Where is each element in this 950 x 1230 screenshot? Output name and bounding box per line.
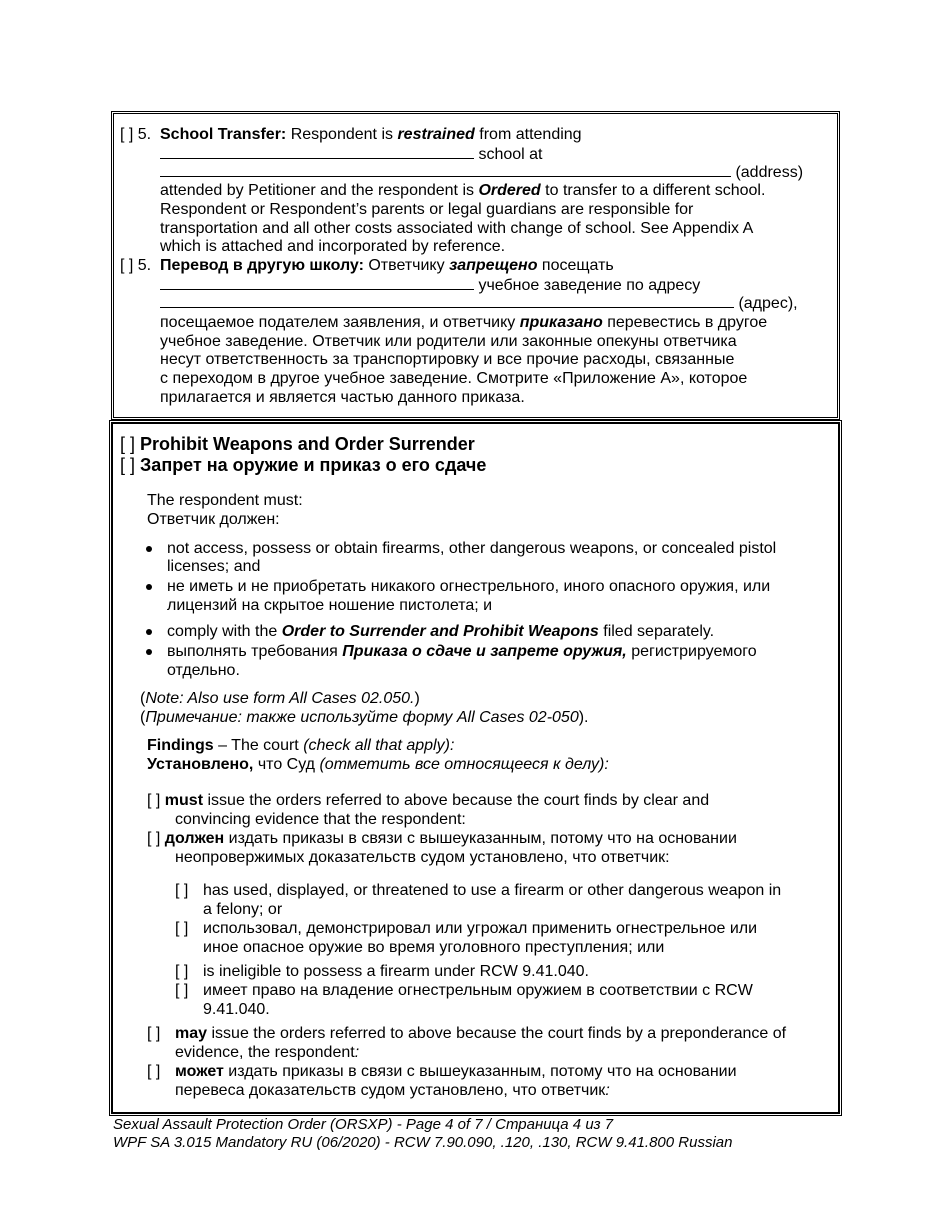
bullet2-en: comply with the Order to Surrender and Prohibit Weapons filed separately. bbox=[167, 623, 715, 640]
school-transfer-en-line7: which is attached and incorporated by reference. bbox=[160, 238, 506, 255]
may-option-ru-line2: перевеса доказательств судом установлено, что ответчик: bbox=[175, 1082, 610, 1099]
weapons-checkbox-ru[interactable]: [ ] bbox=[120, 455, 136, 475]
school-transfer-ru-checkbox[interactable]: [ ] 5. bbox=[120, 257, 152, 274]
bullet1-en-line2: licenses; and bbox=[167, 558, 261, 575]
bullet2-ru-line2: отдельно. bbox=[167, 662, 240, 679]
address-field-ru[interactable] bbox=[160, 293, 734, 308]
may-option-en-line1: may issue the orders referred to above because the court finds by a preponderance of bbox=[175, 1025, 787, 1042]
may-option-en-line2: evidence, the respondent: bbox=[175, 1044, 360, 1061]
school-transfer-ru-line7: с переходом в другое учебное заведение. Смотрите «Приложение А», которое bbox=[160, 370, 748, 387]
school-transfer-ru-line5: учебное заведение. Ответчик или родители или законные опекуны ответчика bbox=[160, 333, 737, 350]
address-line: (address) bbox=[160, 162, 803, 182]
weapons-checkbox[interactable]: [ ] bbox=[120, 434, 136, 454]
sub1-ru-checkbox[interactable]: [ ] bbox=[175, 920, 189, 937]
weapons-title-en: [ ] Prohibit Weapons and Order Surrender bbox=[120, 434, 475, 454]
bullet1-ru-line2: лицензий на скрытое ношение пистолета; и bbox=[167, 597, 493, 614]
sub2-ru-checkbox[interactable]: [ ] bbox=[175, 982, 189, 999]
bullet-icon bbox=[146, 649, 152, 655]
school-transfer-ru-line4: посещаемое подателем заявления, и ответчику приказано перевестись в другое bbox=[160, 314, 768, 331]
school-transfer-ru-line6: несут ответственность за транспортировку и все прочие расходы, связанные bbox=[160, 351, 735, 368]
sub2-ru-line2: 9.41.040. bbox=[203, 1001, 270, 1018]
must-option-ru-line2: неопровержимых доказательств судом установлено, что ответчик: bbox=[175, 849, 670, 866]
school-transfer-en-line6: transportation and all other costs associated with change of school. See Appendix A bbox=[160, 220, 754, 237]
may-checkbox[interactable]: [ ] bbox=[147, 1025, 161, 1042]
may-checkbox-ru[interactable]: [ ] bbox=[147, 1063, 161, 1080]
school-transfer-title: School Transfer: bbox=[160, 126, 287, 143]
bullet-icon bbox=[146, 546, 152, 552]
note-ru: (Примечание: также используйте форму All Cases 02-050). bbox=[140, 709, 589, 726]
sub1-ru-line2: иное опасное оружие во время уголовного преступления; или bbox=[203, 939, 665, 956]
bullet1-en-line1: not access, possess or obtain firearms, other dangerous weapons, or concealed pistol bbox=[167, 540, 777, 557]
may-option-ru-line1: может издать приказы в связи с вышеуказанным, потому что на основании bbox=[175, 1063, 737, 1080]
footer-line2: WPF SA 3.015 Mandatory RU (06/2020) - RCW 7.90.090, .120, .130, RCW 9.41.800 Russian bbox=[113, 1134, 733, 1151]
must-checkbox[interactable]: [ ] bbox=[147, 792, 161, 809]
school-name-line-ru: учебное заведение по адресу bbox=[160, 275, 700, 295]
sub2-checkbox[interactable]: [ ] bbox=[175, 963, 189, 980]
findings-ru: Установлено, что Суд (отметить все относящееся к делу): bbox=[147, 756, 609, 773]
sub2-en: is ineligible to possess a firearm under RCW 9.41.040. bbox=[203, 963, 589, 980]
school-name-field-ru[interactable] bbox=[160, 275, 474, 290]
school-name-line: school at bbox=[160, 144, 543, 164]
note-en: (Note: Also use form All Cases 02.050.) bbox=[140, 690, 420, 707]
must-option-en-line1: [ ] must issue the orders referred to above because the court finds by clear and bbox=[147, 792, 710, 809]
school-transfer-ru-line1: Перевод в другую школу: Ответчику запрещено посещать bbox=[160, 257, 614, 274]
school-transfer-en-line4: attended by Petitioner and the respondent is Ordered to transfer to a different school. bbox=[160, 182, 766, 199]
footer-line1: Sexual Assault Protection Order (ORSXP) - Page 4 of 7 / Страница 4 из 7 bbox=[113, 1116, 614, 1133]
school-transfer-checkbox[interactable]: [ ] 5. bbox=[120, 126, 152, 143]
address-field[interactable] bbox=[160, 162, 731, 177]
address-line-ru: (адрес), bbox=[160, 293, 798, 313]
must-checkbox-ru[interactable]: [ ] bbox=[147, 830, 161, 847]
sub2-ru-line1: имеет право на владение огнестрельным оружием в соответствии с RCW bbox=[203, 982, 753, 999]
school-transfer-title-ru: Перевод в другую школу: bbox=[160, 257, 364, 274]
respondent-must-en: The respondent must: bbox=[147, 492, 303, 509]
school-transfer-en-line1: School Transfer: Respondent is restrained from attending bbox=[160, 126, 582, 143]
school-name-field[interactable] bbox=[160, 144, 474, 159]
respondent-must-ru: Ответчик должен: bbox=[147, 511, 280, 528]
bullet1-ru-line1: не иметь и не приобретать никакого огнестрельного, иного опасного оружия, или bbox=[167, 578, 771, 595]
bullet-icon bbox=[146, 629, 152, 635]
sub1-en-line2: a felony; or bbox=[203, 901, 283, 918]
sub1-checkbox[interactable]: [ ] bbox=[175, 882, 189, 899]
must-option-ru-line1: [ ] должен издать приказы в связи с вышеуказанным, потому что на основании bbox=[147, 830, 737, 847]
sub1-ru-line1: использовал, демонстрировал или угрожал применить огнестрельное или bbox=[203, 920, 758, 937]
school-transfer-en-line5: Respondent or Respondent’s parents or legal guardians are responsible for bbox=[160, 201, 694, 218]
must-option-en-line2: convincing evidence that the respondent: bbox=[175, 811, 466, 828]
findings-en: Findings – The court (check all that apply): bbox=[147, 737, 455, 754]
bullet2-ru-line1: выполнять требования Приказа о сдаче и запрете оружия, регистрируемого bbox=[167, 643, 757, 660]
sub1-en-line1: has used, displayed, or threatened to use a firearm or other dangerous weapon in bbox=[203, 882, 782, 899]
weapons-title-ru: [ ] Запрет на оружие и приказ о его сдаче bbox=[120, 455, 487, 475]
school-transfer-ru-line8: прилагается и является частью данного приказа. bbox=[160, 389, 525, 406]
bullet-icon bbox=[146, 584, 152, 590]
